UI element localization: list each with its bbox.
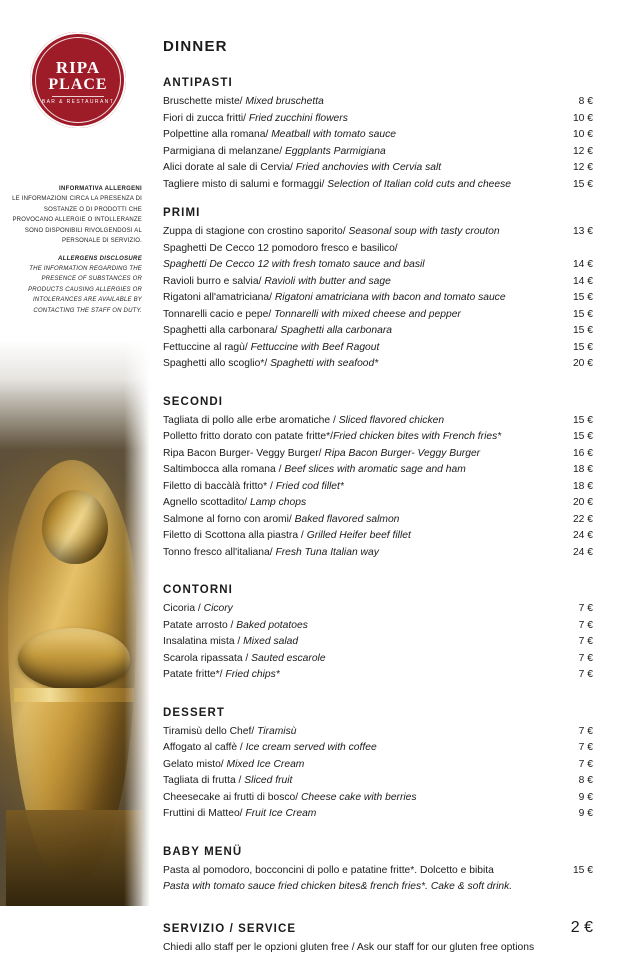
item-name-it: Fruttini di Matteo/ xyxy=(163,808,243,819)
item-price: 14 € xyxy=(572,275,593,287)
item-price: 7 € xyxy=(578,758,593,770)
item-name-en: Fettuccine with Beef Ragout xyxy=(250,341,380,353)
item-name-en: Fried anchovies with Cervia salt xyxy=(295,162,442,173)
item-name-it: Rigatoni all'amatriciana/ xyxy=(163,292,272,303)
section-title: BABY MENÜ xyxy=(163,845,243,858)
item-price: 15 € xyxy=(572,414,593,426)
menu-item-row xyxy=(163,127,593,144)
menu-item-row xyxy=(163,545,593,562)
allergen-body-it: LE INFORMAZIONI CIRCA LA PRESENZA DI SOSTANZE O DI PRODOTTI CHE PROVOCANO ALLERGIE O INTOLLERANZE SONO DISPONIBILI RIVOLGENDOSI AL PERSONALE DI SERVIZIO. xyxy=(12,196,142,244)
item-name-it: Tagliere misto di salumi e formaggi/ xyxy=(163,178,325,190)
statue-photo xyxy=(0,340,150,906)
item-name-it: Fettuccine al ragù/ xyxy=(163,341,248,353)
menu-item-row xyxy=(163,773,593,790)
left-decoration-column xyxy=(0,0,150,906)
item-name-it: Fiori di zucca fritti/ xyxy=(163,112,246,124)
menu-item-row xyxy=(163,413,593,430)
item-price: 10 € xyxy=(572,129,593,140)
item-name-en: Beef slices with aromatic sage and ham xyxy=(284,464,466,475)
section-service xyxy=(163,919,593,957)
item-name-it: Alici dorate al sale di Cervia/ xyxy=(163,162,293,173)
item-name-en: Selection of Italian cold cuts and cheese xyxy=(327,178,512,190)
ripa-place-logo xyxy=(30,32,126,128)
menu-item-row xyxy=(163,512,593,529)
item-price: 18 € xyxy=(572,464,593,475)
item-name-en: Sliced flavored chicken xyxy=(338,414,445,426)
section-spacer xyxy=(163,910,593,919)
menu-item-row xyxy=(163,356,593,373)
item-price: 18 € xyxy=(572,480,593,492)
item-price: 10 € xyxy=(572,112,593,124)
item-name-en: Baked potatoes xyxy=(236,619,308,631)
item-name-en: Lamp chops xyxy=(250,497,307,508)
section-dessert xyxy=(163,707,593,823)
item-name-it: Spaghetti De Cecco 12 pomodoro fresco e basilico/ xyxy=(163,242,398,254)
item-name-en: Cheese cake with berries xyxy=(300,791,417,803)
item-name-en: Spaghetti with seafood* xyxy=(270,358,379,369)
baby-line-it: Pasta al pomodoro, bocconcini di pollo e patatine fritte*. Dolcetto e bibita xyxy=(163,864,494,876)
item-price: 15 € xyxy=(572,178,593,190)
item-name-it: Filetto di baccàlà fritto* / xyxy=(163,480,273,492)
menu-content xyxy=(163,38,593,970)
item-price: 7 € xyxy=(578,636,593,647)
item-name-it: Saltimbocca alla romana / xyxy=(163,464,282,475)
menu-item-row xyxy=(163,160,593,177)
item-price: 16 € xyxy=(572,447,593,459)
item-name-en: Mixed bruschetta xyxy=(245,96,324,107)
item-name-en: Sliced fruit xyxy=(244,775,293,786)
item-name-it: Agnello scottadito/ xyxy=(163,497,248,508)
section-spacer xyxy=(163,387,593,396)
item-name-en: Fried chips* xyxy=(225,669,280,680)
statue-head-detail xyxy=(42,490,108,564)
allergen-disclosure xyxy=(8,186,142,316)
logo-divider xyxy=(52,96,104,97)
item-name-en: Fried chicken bites with French fries* xyxy=(333,431,502,442)
item-name-en: Tonnarelli with mixed cheese and pepper xyxy=(274,308,461,320)
menu-item-row xyxy=(163,724,593,741)
item-name-en: Rigatoni amatriciana with bacon and tomato sauce xyxy=(274,292,506,303)
menu-item-row xyxy=(163,323,593,340)
item-price: 13 € xyxy=(572,226,593,237)
baby-line-en: Pasta with tomato sauce fried chicken bites& french fries*. Cake & soft drink. xyxy=(163,881,513,892)
menu-item-row xyxy=(163,601,593,618)
item-name-it: Tagliata di frutta / xyxy=(163,775,242,786)
menu-item-row xyxy=(163,111,593,128)
item-name-it: Patate arrosto / xyxy=(163,619,234,631)
item-price: 20 € xyxy=(572,358,593,369)
item-price: 7 € xyxy=(578,603,593,614)
menu-item-row xyxy=(163,479,593,496)
menu-item-row xyxy=(163,177,593,194)
item-price: 20 € xyxy=(572,497,593,508)
item-name-en: Grilled Heifer beef fillet xyxy=(306,530,411,541)
item-price: 15 € xyxy=(572,292,593,303)
item-price: 14 € xyxy=(572,259,593,270)
menu-item-row xyxy=(163,340,593,357)
page-title: DINNER xyxy=(163,38,228,55)
item-name-it: Insalatina mista / xyxy=(163,636,241,647)
item-price: 24 € xyxy=(572,546,593,558)
menu-item-row xyxy=(163,257,593,274)
allergen-body-en: THE INFORMATION REGARDING THE PRESENCE OF SUBSTANCES OR PRODUCTS CAUSING ALLERGIES OR INTOLERANCES ARE AVAILABLE BY CONTACTING THE STAFF ON DUTY. xyxy=(28,265,142,314)
menu-item-row xyxy=(163,462,593,479)
section-title: ANTIPASTI xyxy=(163,77,233,89)
item-name-en: Meatball with tomato sauce xyxy=(271,129,396,140)
item-price: 7 € xyxy=(578,619,593,631)
item-price: 7 € xyxy=(578,742,593,753)
item-name-en: Mixed Ice Cream xyxy=(226,758,305,770)
item-price: 7 € xyxy=(578,669,593,680)
item-name-en: Ripa Bacon Burger- Veggy Burger xyxy=(324,447,481,459)
item-name-it: Gelato misto/ xyxy=(163,758,224,770)
item-name-it: Filetto di Scottona alla piastra / xyxy=(163,530,304,541)
item-name-en: Tiramisù xyxy=(257,725,297,737)
item-name-it: Zuppa di stagione con crostino saporito/ xyxy=(163,226,346,237)
logo-line-2: PLACE xyxy=(48,76,108,93)
item-name-it: Tonnarelli cacio e pepe/ xyxy=(163,308,272,320)
logo-line-1: RIPA xyxy=(55,58,101,77)
menu-item-row xyxy=(163,307,593,324)
statue-base-detail xyxy=(6,810,142,906)
menu-item-row xyxy=(163,290,593,307)
item-price: 9 € xyxy=(578,791,593,803)
item-name-en: Baked flavored salmon xyxy=(294,513,400,525)
item-name-en: Fried cod fillet* xyxy=(275,480,344,492)
section-title: DESSERT xyxy=(163,706,226,719)
item-name-en: Spaghetti De Cecco 12 with fresh tomato sauce and basil xyxy=(163,259,425,270)
item-name-en: Spaghetti alla carbonara xyxy=(280,325,393,336)
section-secondi xyxy=(163,396,593,562)
logo-line-3: BAR & RESTAURANT xyxy=(41,99,115,105)
gluten-free-note: Chiedi allo staff per le opzioni gluten free / Ask our staff for our gluten free options xyxy=(163,941,535,953)
section-primi xyxy=(163,207,593,373)
item-price: 12 € xyxy=(572,162,593,173)
section-spacer xyxy=(163,698,593,707)
item-name-it: Spaghetti alla carbonara/ xyxy=(163,325,278,336)
item-name-en: Sauted escarole xyxy=(251,652,326,664)
item-name-it: Ravioli burro e salvia/ xyxy=(163,275,262,287)
item-price: 15 € xyxy=(572,341,593,353)
section-baby-menu xyxy=(163,846,593,896)
section-title: SERVIZIO / SERVICE xyxy=(163,922,297,935)
item-price: 24 € xyxy=(572,530,593,541)
menu-item-row xyxy=(163,790,593,807)
item-name-it: Cheesecake ai frutti di bosco/ xyxy=(163,791,299,803)
item-name-it: Tiramisù dello Chef/ xyxy=(163,725,255,737)
menu-item-row xyxy=(163,740,593,757)
section-title: CONTORNI xyxy=(163,584,233,596)
allergen-title-en: ALLERGENS DISCLOSURE xyxy=(57,255,142,262)
item-name-it: Parmigiana di melanzane/ xyxy=(163,145,283,157)
item-name-it: Patate fritte*/ xyxy=(163,669,223,680)
section-title: SECONDI xyxy=(163,395,224,408)
item-price: 9 € xyxy=(578,808,593,819)
item-name-it: Scarola ripassata / xyxy=(163,652,249,664)
item-name-en: Mixed salad xyxy=(243,636,299,647)
item-name-en: Fruit Ice Cream xyxy=(245,808,317,819)
item-name-it: Affogato al caffè / xyxy=(163,742,243,753)
menu-item-row xyxy=(163,224,593,241)
item-name-it: Tagliata di pollo alle erbe aromatiche / xyxy=(163,414,336,426)
item-price: 15 € xyxy=(572,308,593,320)
section-spacer xyxy=(163,837,593,846)
item-name-en: Ice cream served with coffee xyxy=(245,742,377,753)
item-price: 22 € xyxy=(572,513,593,525)
item-name-en: Cicory xyxy=(203,603,233,614)
item-price: 15 € xyxy=(572,325,593,336)
item-price: 8 € xyxy=(578,775,593,786)
item-name-it: Tonno fresco all'italiana/ xyxy=(163,546,273,558)
section-antipasti xyxy=(163,77,593,193)
item-name-en: Ravioli with butter and sage xyxy=(264,275,391,287)
menu-item-row xyxy=(163,667,593,684)
menu-item-row xyxy=(163,757,593,774)
item-name-en: Seasonal soup with tasty crouton xyxy=(348,226,500,237)
menu-item-row xyxy=(163,274,593,291)
section-spacer xyxy=(163,575,593,584)
menu-item-row xyxy=(163,528,593,545)
menu-item-row xyxy=(163,806,593,823)
menu-item-row xyxy=(163,144,593,161)
item-name-en: Fried zucchini flowers xyxy=(248,112,348,124)
item-price: 15 € xyxy=(572,864,593,876)
photo-fade-right xyxy=(124,340,150,906)
item-price: 8 € xyxy=(578,96,593,107)
item-name-en: Eggplants Parmigiana xyxy=(284,145,386,157)
section-contorni xyxy=(163,584,593,684)
service-price: 2 € xyxy=(570,918,593,936)
item-name-en: Fresh Tuna Italian way xyxy=(275,546,379,558)
item-price: 15 € xyxy=(572,431,593,442)
statue-band-detail xyxy=(14,688,134,702)
item-price: 12 € xyxy=(572,145,593,157)
menu-item-row xyxy=(163,495,593,512)
allergen-title-it: INFORMATIVA ALLERGENI xyxy=(59,186,142,192)
section-title: PRIMI xyxy=(163,207,201,219)
item-name-it: Polletto fritto dorato con patate fritte*/ xyxy=(163,431,333,442)
item-name-it: Cicoria / xyxy=(163,603,201,614)
item-name-it: Spaghetti allo scoglio*/ xyxy=(163,358,268,369)
menu-item-row xyxy=(163,94,593,111)
menu-item-row xyxy=(163,863,593,880)
item-name-it: Bruschette miste/ xyxy=(163,96,243,107)
menu-item-row xyxy=(163,446,593,463)
item-name-it: Salmone al forno con aromi/ xyxy=(163,513,292,525)
item-price: 7 € xyxy=(578,652,593,664)
menu-item-row xyxy=(163,429,593,446)
item-name-it: Ripa Bacon Burger- Veggy Burger/ xyxy=(163,447,322,459)
menu-item-row xyxy=(163,651,593,668)
item-name-it: Polpettine alla romana/ xyxy=(163,129,269,140)
service-header-row xyxy=(163,919,593,940)
item-price: 7 € xyxy=(578,725,593,737)
menu-item-row xyxy=(163,618,593,635)
menu-item-row xyxy=(163,634,593,651)
